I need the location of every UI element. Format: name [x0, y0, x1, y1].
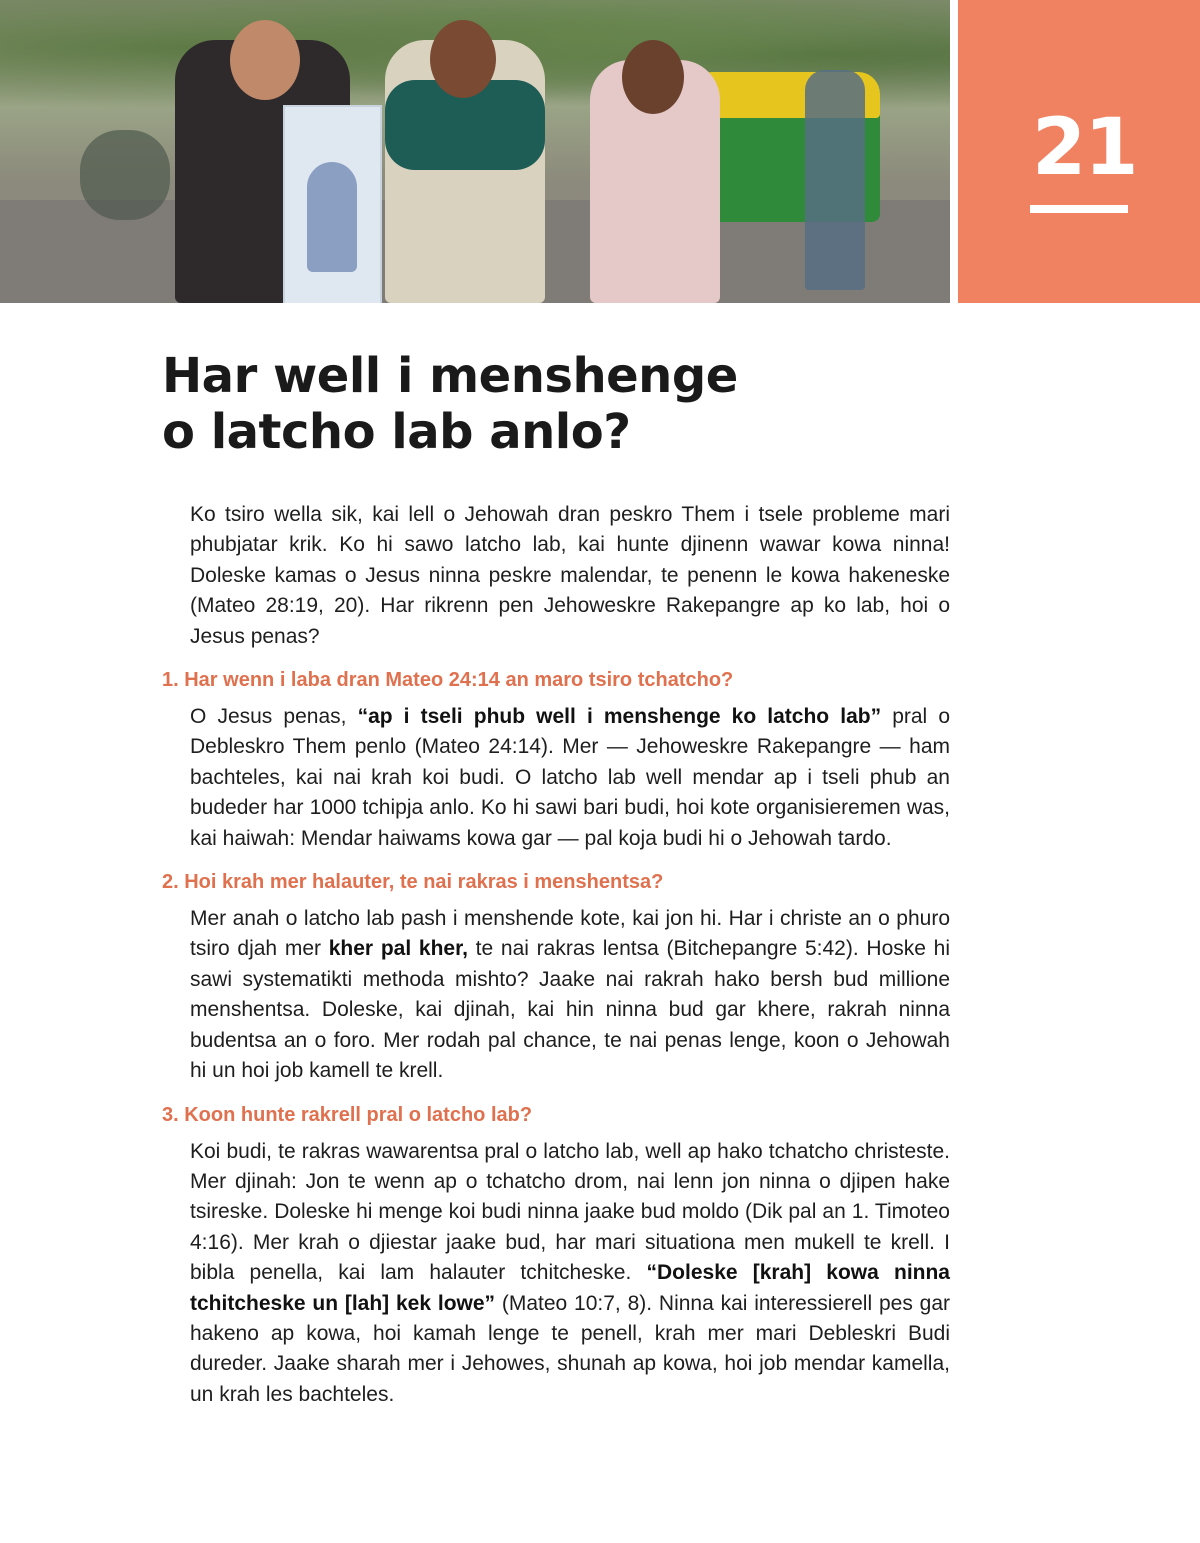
man-right-figure: [590, 60, 720, 303]
motorbike-shape: [80, 130, 170, 220]
page-title: [162, 348, 962, 460]
answer-paragraph-2: Mer anah o latcho lab pash i menshende kote, kai jon hi. Har i christe an o phuro tsiro djah mer kher pal kher, te nai rakras lentsa (Bitchepangre 5:42). Hoske hi sawi systematikti methoda mishto? Jaake nai rakrah hako bersh bud millione menshentsa. Doleske, kai djinah, kai hin ninna bud gar khere, rakrah ninna budentsa an o foro. Mer rodah pal chance, te nai penas lenge, koon o Jehowah hi un hoi job kamell te krell.: [190, 907, 951, 1083]
pedestrian-figure: [805, 70, 865, 290]
question-3: 3. Koon hunte rakrell pral o latcho lab?: [162, 1103, 533, 1126]
answer-paragraph-1: O Jesus penas, “ap i tseli phub well i menshenge ko latcho lab” pral o Debleskro Them penlo (Mateo 24:14). Mer — Jehoweskre Rakepangre — ham bachteles, kai nai krah koi budi. O latcho lab well mendar ap i tseli phub an budeder har 1000 tchipja anlo. Ko hi sawi bari budi, hoi kote organisieremen was, kai haiwah: Mendar haiwams kowa gar — pal koja budi hi o Jehowah tardo.: [190, 705, 950, 850]
literature-cart-poster: [283, 105, 382, 303]
article-body: [162, 500, 950, 1410]
highlight-quote-1: “ap i tseli phub well i menshenge ko latcho lab”: [357, 705, 882, 729]
title-line-1: Har well i menshenge: [162, 348, 738, 404]
header-photo: [0, 0, 950, 303]
woman-center-figure: [385, 40, 545, 303]
chapter-number: 21: [1032, 103, 1137, 193]
title-line-2: o latcho lab anlo?: [162, 404, 631, 460]
question-1: 1. Har wenn i laba dran Mateo 24:14 an maro tsiro tchatcho?: [162, 669, 734, 692]
question-2: 2. Hoi krah mer halauter, te nai rakras i menshentsa?: [162, 871, 664, 894]
chapter-underline: [1030, 205, 1128, 213]
highlight-phrase-2: kher pal kher,: [328, 937, 468, 961]
answer-paragraph-3: Koi budi, te rakras wawarentsa pral o latcho lab, well ap hako tchatcho christeste. Mer djinah: Jon te wenn ap o tchatcho drom, nai lenn jon ninna o djipen hake tsireske. Doleske hi menge koi budi ninna jaake bud moldo (Dik pal an 1. Timoteo 4:16). Mer krah o djiestar jaake bud, har mari situationa men mukell te krell. I bibla penella, kai lam halauter tchitcheske. “Doleske [krah] kowa ninna tchitcheske un [lah] kek lowe” (Mateo 10:7, 8). Ninna kai interessierell pes gar hakeno ap kowa, hoi kamah lenge te penell, krah mer mari Debleskri Budi dureder. Jaake sharah mer i Jehowes, shunah ap kowa, hoi job mendar kamella, un krah les bachteles.: [190, 1139, 950, 1406]
intro-paragraph: Ko tsiro wella sik, kai lell o Jehowah dran peskro Them i tsele probleme mari phubjatar krik. Ko hi sawo latcho lab, kai hunte djinenn wawar kowa ninna! Doleske kamas o Jesus ninna peskre malendar, te penenn le kowa hakeneske (Mateo 28:19, 20). Har rikrenn pen Jehoweskre Rakepangre ap ko lab, hoi o Jesus penas?: [190, 503, 950, 648]
highlight-quote-3: “Doleske [krah] kowa ninna tchitcheske un [lah] kek lowe”: [190, 1261, 950, 1315]
